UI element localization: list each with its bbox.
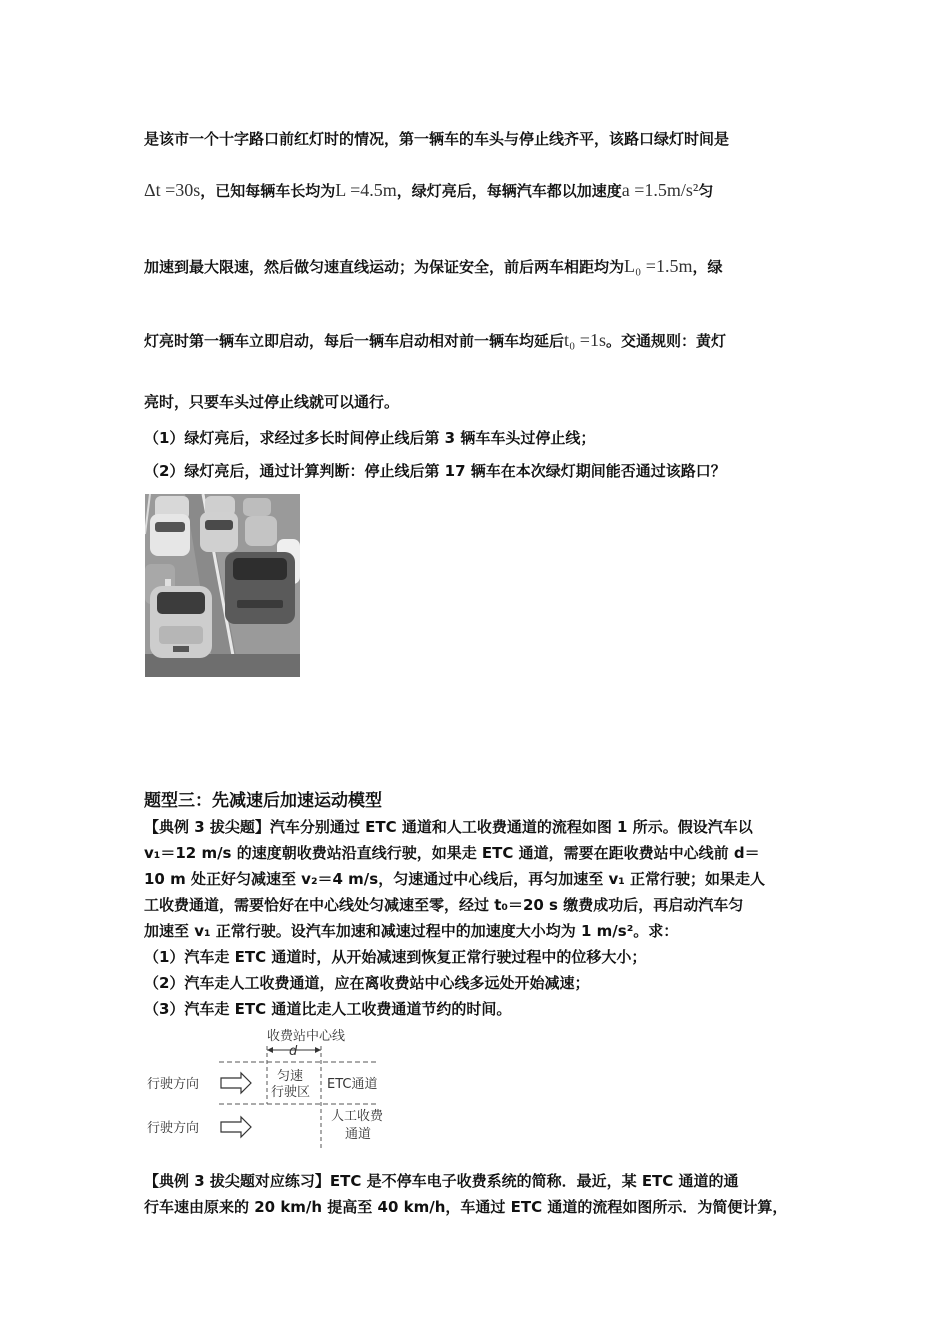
text-fragment: 加速到最大限速，然后做匀速直线运动；为保证安全，前后两车相距均为 [144,258,625,276]
problem-line-5: 亮时，只要车头过停止线就可以通行。 [144,393,400,411]
example-3-question-3: （3）汽车走 ETC 通道比走人工收费通道节约的时间。 [144,1000,512,1018]
traffic-photo [145,494,300,677]
direction-arrow-icon [221,1073,251,1093]
practice-line-1: 【典例 3 拔尖题对应练习】ETC 是不停车电子收费系统的简称．最近，某 ETC 通道的通 [144,1172,739,1190]
text-fragment: ，绿 [692,258,723,276]
direction-label-1: 行驶方向 [147,1077,200,1092]
manual-lane-label-line-1: 人工收费 [331,1109,384,1124]
d-label: d [289,1044,298,1059]
formula-delta-t: Δt =30s [144,180,201,200]
etc-lane-label: ETC通道 [327,1077,378,1092]
direction-label-2: 行驶方向 [147,1121,200,1136]
formula-spacing: L₀ =1.5m [624,256,693,276]
practice-line-2: 行车速由原来的 20 km/h 提高至 40 km/h，车通过 ETC 通道的流程如图所示．为简便计算， [144,1198,788,1216]
problem-line-4 [144,330,726,351]
section-heading: 题型三：先减速后加速运动模型 [144,791,382,811]
problem-line-2 [144,180,713,201]
example-3-line-1: 【典例 3 拔尖题】汽车分别通过 ETC 通道和人工收费通道的流程如图 1 所示。假设汽车以 [144,818,753,836]
direction-arrow-icon [221,1117,251,1137]
etc-diagram [145,1026,395,1148]
example-3-line-5: 加速至 v₁ 正常行驶。设汽车加速和减速过程中的加速度大小均为 1 m/s²。求： [144,922,679,940]
text-fragment: 匀 [698,182,714,200]
zone-label-line-2: 行驶区 [271,1085,311,1100]
formula-acceleration: a =1.5m/s² [621,180,699,200]
text-fragment: ，绿灯亮后，每辆汽车都以加速度 [396,182,622,200]
example-3-line-4: 工收费通道，需要恰好在中心线处匀减速至零，经过 t₀＝20 s 缴费成功后，再启动汽车匀 [144,896,744,914]
example-3-question-2: （2）汽车走人工收费通道，应在离收费站中心线多远处开始减速； [144,974,590,992]
problem-line-3 [144,256,722,277]
question-1: （1）绿灯亮后，求经过多长时间停止线后第 3 辆车车头过停止线； [144,429,596,447]
problem-line-1: 是该市一个十字路口前红灯时的情况，第一辆车的车头与停止线齐平，该路口绿灯时间是 [144,130,730,148]
zone-label-line-1: 匀速 [277,1069,304,1084]
text-fragment: 。交通规则：黄灯 [605,332,726,350]
text-fragment: 灯亮时第一辆车立即启动，每后一辆车启动相对前一辆车均延后 [144,332,565,350]
example-3-line-2: v₁＝12 m/s 的速度朝收费站沿直线行驶，如果走 ETC 通道，需要在距收费站中心线前 d＝ [144,844,760,862]
formula-delay: t₀ =1s [564,330,606,350]
example-3-line-3: 10 m 处正好匀减速至 v₂＝4 m/s，匀速通过中心线后，再匀加速至 v₁ 正常行驶；如果走人 [144,870,766,888]
manual-lane-label-line-2: 通道 [345,1127,372,1142]
text-fragment: ，已知每辆车长均为 [200,182,336,200]
center-line-label: 收费站中心线 [267,1029,346,1044]
example-3-question-1: （1）汽车走 ETC 通道时，从开始减速到恢复正常行驶过程中的位移大小； [144,948,647,966]
formula-car-length: L =4.5m [335,180,397,200]
question-2: （2）绿灯亮后，通过计算判断：停止线后第 17 辆车在本次绿灯期间能否通过该路口？ [144,462,726,480]
